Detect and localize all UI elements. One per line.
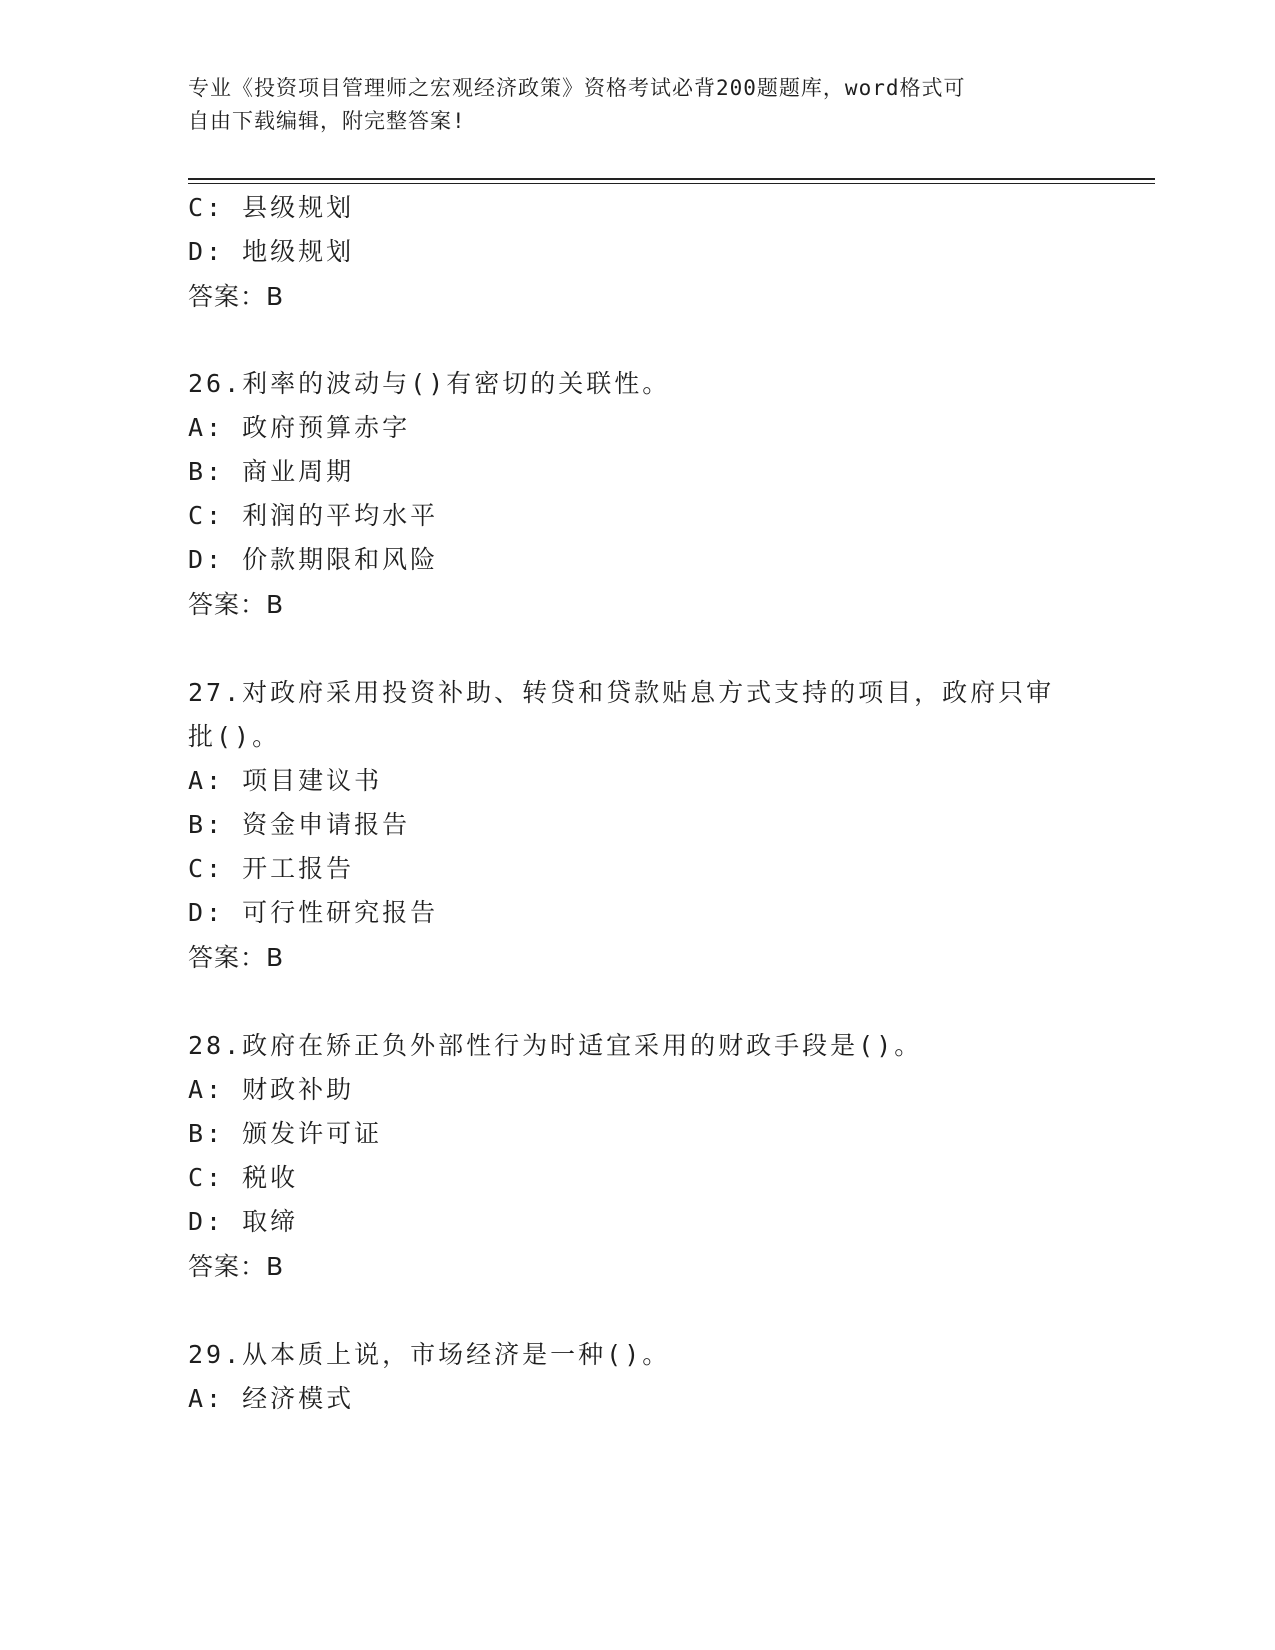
q28-question: 28.政府在矫正负外部性行为时适宜采用的财政手段是()。 [188,1031,923,1060]
q28-option-a: A: 财政补助 [188,1075,355,1104]
q27-option-b: B: 资金申请报告 [188,810,411,839]
q27-question-line-2: 批()。 [188,722,281,751]
document-header [188,72,1068,138]
q27-option-a: A: 项目建议书 [188,766,383,795]
q25-answer: 答案：B [188,282,285,311]
q25-option-c: C: 县级规划 [188,193,355,222]
q28-option-d: D: 取缔 [188,1207,299,1236]
q29-question: 29.从本质上说，市场经济是一种()。 [188,1340,671,1369]
header-line-2: 自由下载编辑，附完整答案! [188,109,466,133]
q28-option-c: C: 税收 [188,1163,299,1192]
q28-option-b: B: 颁发许可证 [188,1119,383,1148]
q27-option-d: D: 可行性研究报告 [188,898,439,927]
q27-answer: 答案：B [188,943,285,972]
q26-option-b: B: 商业周期 [188,457,355,486]
q25-option-d: D: 地级规划 [188,237,355,266]
q26-option-a: A: 政府预算赤字 [188,413,411,442]
q26-option-d: D: 价款期限和风险 [188,545,439,574]
q27-option-c: C: 开工报告 [188,854,355,883]
header-rule-thin [188,183,1155,184]
q29-option-a: A: 经济模式 [188,1384,355,1413]
q26-answer: 答案：B [188,590,285,619]
q26-question: 26.利率的波动与()有密切的关联性。 [188,369,671,398]
q26-option-c: C: 利润的平均水平 [188,501,439,530]
q28-answer: 答案：B [188,1252,285,1281]
q27-question-line-1: 27.对政府采用投资补助、转贷和贷款贴息方式支持的项目，政府只审 [188,678,1055,707]
header-line-1: 专业《投资项目管理师之宏观经济政策》资格考试必背200题题库，word格式可 [188,76,966,100]
header-rule-thick [188,178,1155,180]
